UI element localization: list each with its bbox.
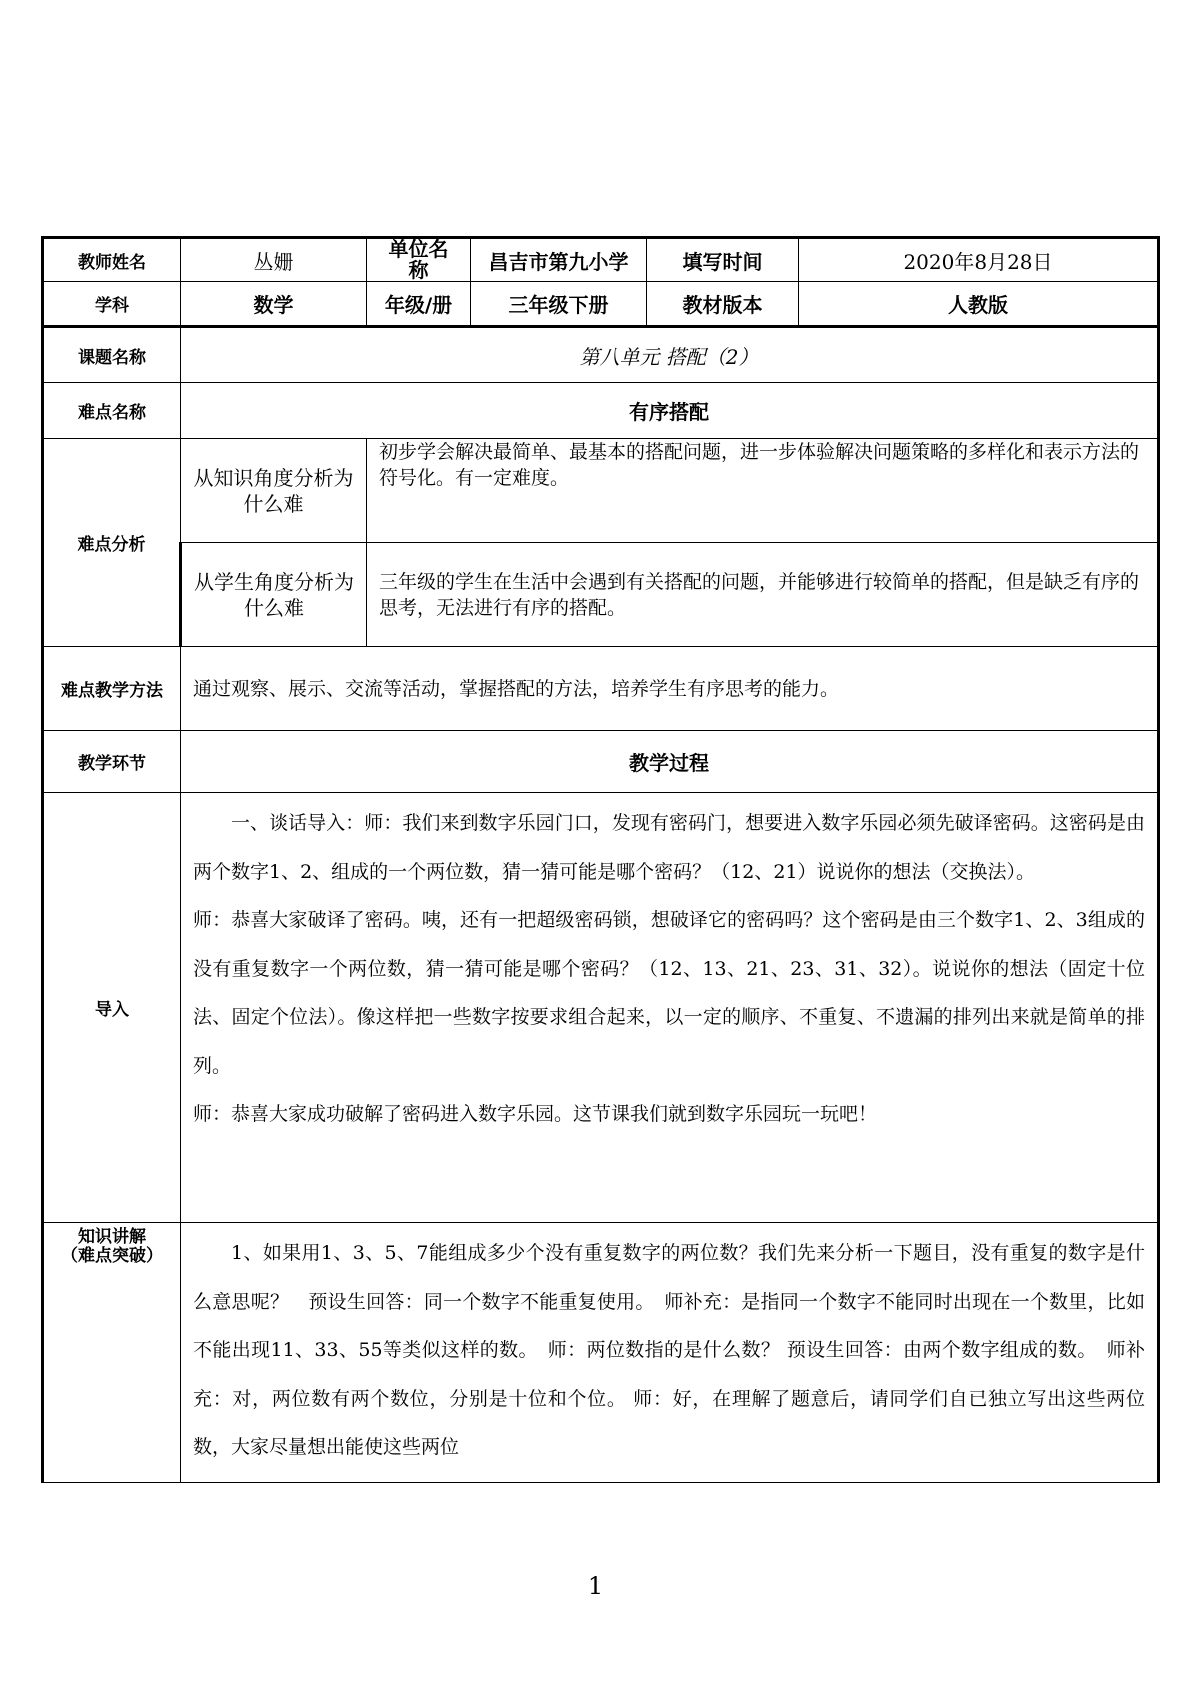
analysis-student-row bbox=[43, 543, 1159, 647]
knowledge-angle-label: 从知识角度分析为什么难 bbox=[181, 439, 367, 543]
knowledge-label-line-1: 知识讲解 bbox=[78, 1227, 146, 1247]
process-stage-label: 教学环节 bbox=[43, 731, 181, 793]
grade-label: 年级/册 bbox=[367, 282, 471, 327]
process-header-row bbox=[43, 731, 1159, 793]
info-row-1 bbox=[43, 238, 1159, 282]
analysis-label: 难点分析 bbox=[43, 439, 181, 647]
knowledge-paragraph-1: 1、如果用1、3、5、7能组成多少个没有重复数字的两位数？我们先来分析一下题目，没有重复的数字是什么意思呢？ 预设生回答：同一个数字不能重复使用。 师补充：是指同一个数字不能同时出现在一个数里，比如不能出现11、33、55等类似这样的数。 师：两位数指的是什么数？ 预设生回答：由两个数字组成的数。 师补充：对，两位数有两个数位，分别是十位和个位。 师：好，在理解了题意后，请同学们自已独立写出这些两位数，大家尽量想出能使这些两位 bbox=[193, 1242, 1145, 1458]
intro-label: 导入 bbox=[43, 793, 181, 1223]
subject-label: 学科 bbox=[43, 282, 181, 327]
method-text: 通过观察、展示、交流等活动，掌握搭配的方法，培养学生有序思考的能力。 bbox=[181, 647, 1159, 731]
intro-paragraph-1: 一、谈话导入：师：我们来到数字乐园门口，发现有密码门，想要进入数字乐园必须先破译密码。这密码是由两个数字1、2、组成的一个两位数，猜一猜可能是哪个密码？（12、21）说说你的想法（交换法）。 bbox=[193, 812, 1145, 883]
student-angle-text: 三年级的学生在生活中会遇到有关搭配的问题，并能够进行较简单的搭配，但是缺乏有序的思考，无法进行有序的搭配。 bbox=[367, 543, 1159, 647]
lesson-plan-document bbox=[41, 236, 1157, 1483]
info-row-2 bbox=[43, 282, 1159, 327]
fill-date-value: 2020年8月28日 bbox=[799, 238, 1159, 282]
knowledge-angle-text: 初步学会解决最简单、最基本的搭配问题，进一步体验解决问题策略的多样化和表示方法的符号化。有一定难度。 bbox=[367, 439, 1159, 543]
method-row bbox=[43, 647, 1159, 731]
teacher-name-value: 丛姗 bbox=[181, 238, 367, 282]
topic-value: 第八单元 搭配（2） bbox=[181, 327, 1159, 383]
subject-value: 数学 bbox=[181, 282, 367, 327]
analysis-knowledge-row bbox=[43, 439, 1159, 543]
intro-content bbox=[181, 793, 1159, 1223]
intro-paragraph-3: 师：恭喜大家成功破解了密码进入数字乐园。这节课我们就到数字乐园玩一玩吧！ bbox=[193, 1103, 878, 1125]
method-label: 难点教学方法 bbox=[43, 647, 181, 731]
process-title: 教学过程 bbox=[181, 731, 1159, 793]
page-number: 1 bbox=[587, 1572, 604, 1600]
edition-value: 人教版 bbox=[799, 282, 1159, 327]
difficulty-value: 有序搭配 bbox=[181, 383, 1159, 439]
topic-row bbox=[43, 327, 1159, 383]
grade-value: 三年级下册 bbox=[471, 282, 647, 327]
knowledge-row bbox=[43, 1223, 1159, 1483]
topic-label: 课题名称 bbox=[43, 327, 181, 383]
difficulty-row bbox=[43, 383, 1159, 439]
lesson-plan-table bbox=[41, 236, 1160, 1483]
unit-name-value: 昌吉市第九小学 bbox=[471, 238, 647, 282]
knowledge-label-line-2: （难点突破） bbox=[61, 1246, 163, 1266]
edition-label: 教材版本 bbox=[647, 282, 799, 327]
fill-date-label: 填写时间 bbox=[647, 238, 799, 282]
intro-paragraph-2: 师：恭喜大家破译了密码。咦，还有一把超级密码锁，想破译它的密码吗？这个密码是由三个数字1、2、3组成的没有重复数字一个两位数，猜一猜可能是哪个密码？（12、13、21、23、31、32）。说说你的想法（固定十位法、固定个位法）。像这样把一些数字按要求组合起来，以一定的顺序、不重复、不遗漏的排列出来就是简单的排列。 bbox=[193, 909, 1145, 1077]
knowledge-content bbox=[181, 1223, 1159, 1483]
difficulty-label: 难点名称 bbox=[43, 383, 181, 439]
intro-row bbox=[43, 793, 1159, 1223]
knowledge-label bbox=[43, 1223, 181, 1483]
student-angle-label: 从学生角度分析为什么难 bbox=[181, 543, 367, 647]
teacher-name-label: 教师姓名 bbox=[43, 238, 181, 282]
unit-name-label: 单位名称 bbox=[367, 238, 471, 282]
